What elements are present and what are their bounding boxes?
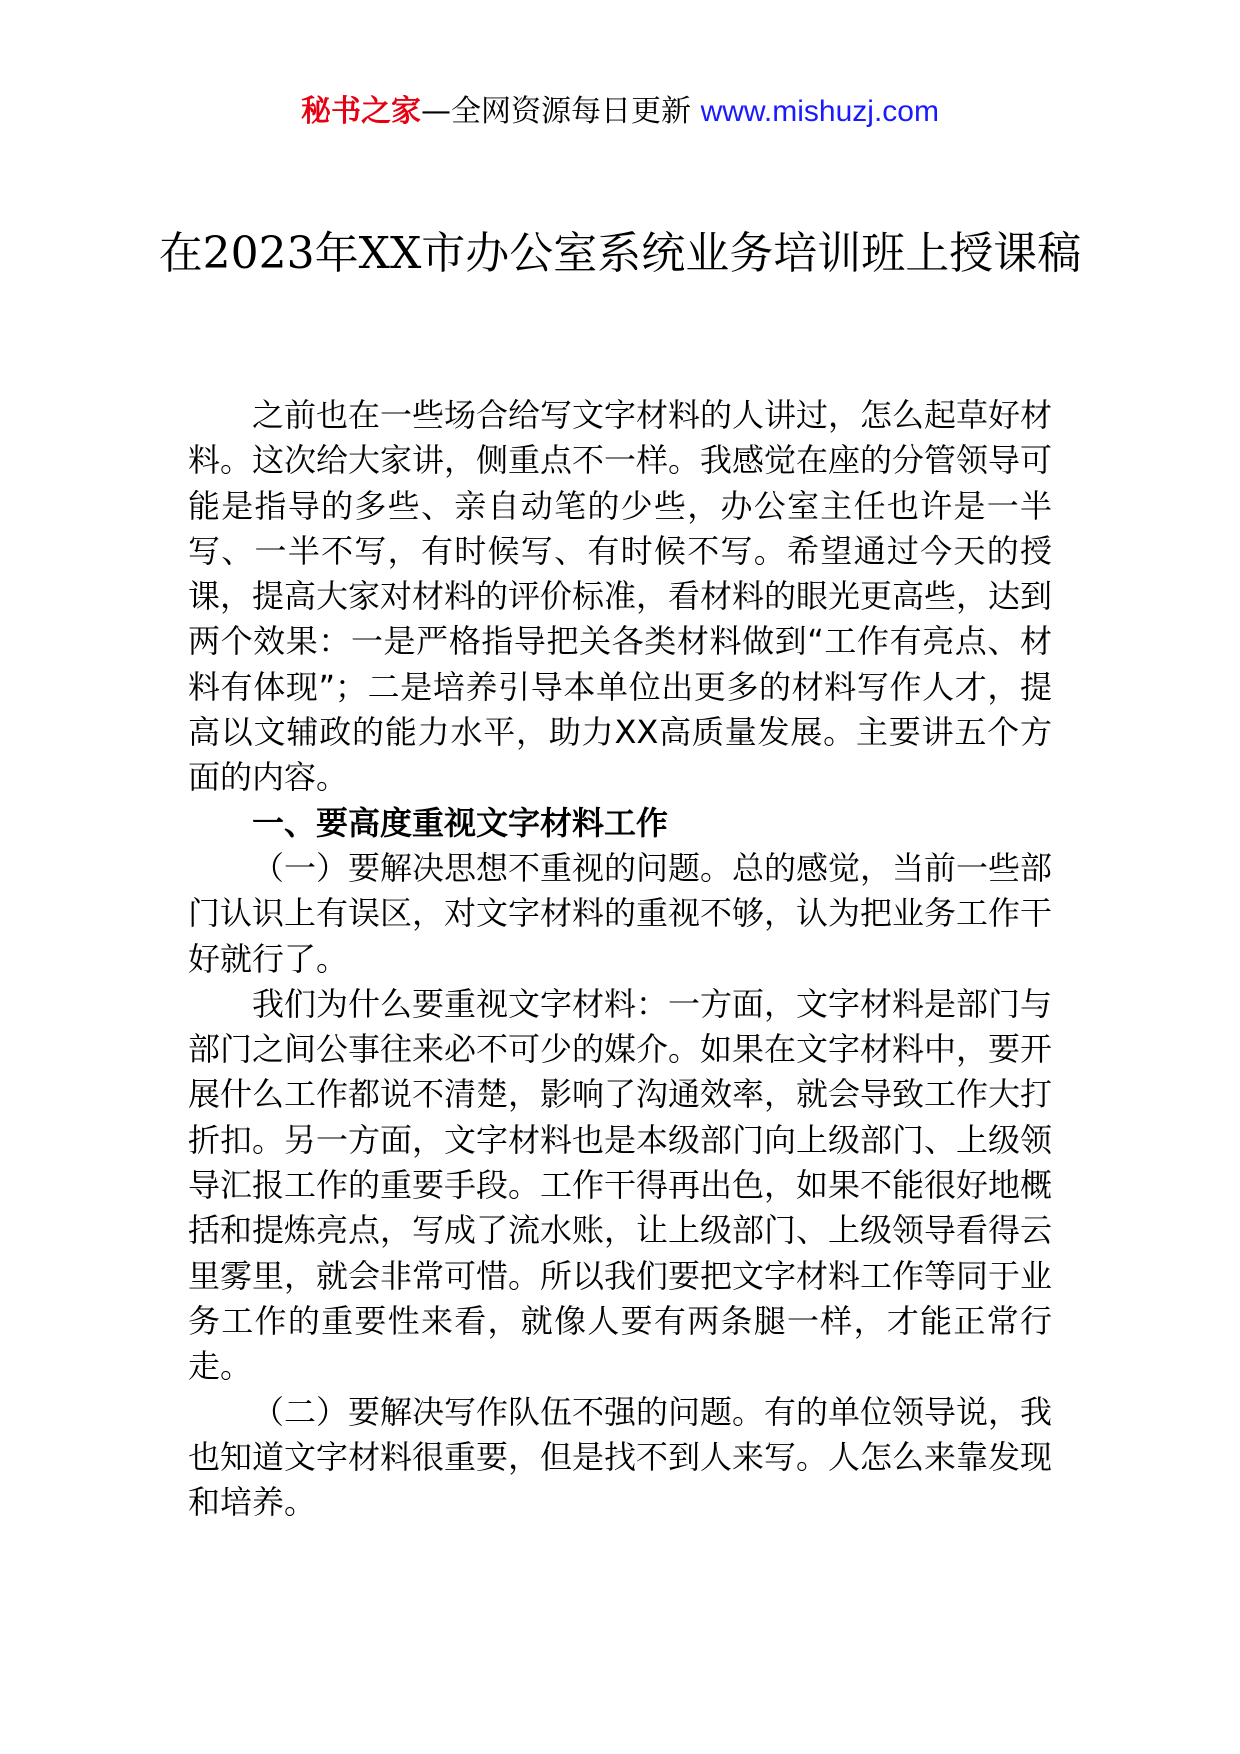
section-heading-1: 一、要高度重视文字材料工作 <box>252 803 669 842</box>
site-brand: 秘书之家 <box>301 94 422 129</box>
paragraph-intro: 之前也在一些场合给写文字材料的人讲过，怎么起草好材料。这次给大家讲，侧重点不一样。我感觉在座的分管领导可能是指导的多些、亲自动笔的少些，办公室主任也许是一半写、一半不写，有时候写、有时候不写。希望通过今天的授课，提高大家对材料的评价标准，看材料的眼光更高些，达到两个效果：一是严格指导把关各类材料做到“工作有亮点、材料有体现”；二是培养引导本单位出更多的材料写作人才，提高以文辅政的能力水平，助力XX高质量发展。主要讲五个方面的内容。 <box>188 396 1053 797</box>
paragraph-subsection-1: （一）要解决思想不重视的问题。总的感觉，当前一些部门认识上有误区，对文字材料的重视不够，认为把业务工作干好就行了。 <box>188 848 1053 978</box>
paragraph-why-important: 我们为什么要重视文字材料：一方面，文字材料是部门与部门之间公事往来必不可少的媒介。如果在文字材料中，要开展什么工作都说不清楚，影响了沟通效率，就会导致工作大打折扣。另一方面，文字材料也是本级部门向上级部门、上级领导汇报工作的重要手段。工作干得再出色，如果不能很好地概括和提炼亮点，写成了流水账，让上级部门、上级领导看得云里雾里，就会非常可惜。所以我们要把文字材料工作等同于业务工作的重要性来看，就像人要有两条腿一样，才能正常行走。 <box>188 984 1053 1386</box>
paragraph-subsection-2: （二）要解决写作队伍不强的问题。有的单位领导说，我也知道文字材料很重要，但是找不到人来写。人怎么来靠发现和培养。 <box>188 1392 1053 1522</box>
document-body <box>188 393 1052 1525</box>
site-tagline: —全网资源每日更新 <box>421 94 701 129</box>
site-header <box>0 92 1240 132</box>
document-title: 在2023年XX市办公室系统业务培训班上授课稿 <box>158 228 1082 279</box>
site-url-link[interactable]: www.mishuzj.com <box>700 95 939 128</box>
